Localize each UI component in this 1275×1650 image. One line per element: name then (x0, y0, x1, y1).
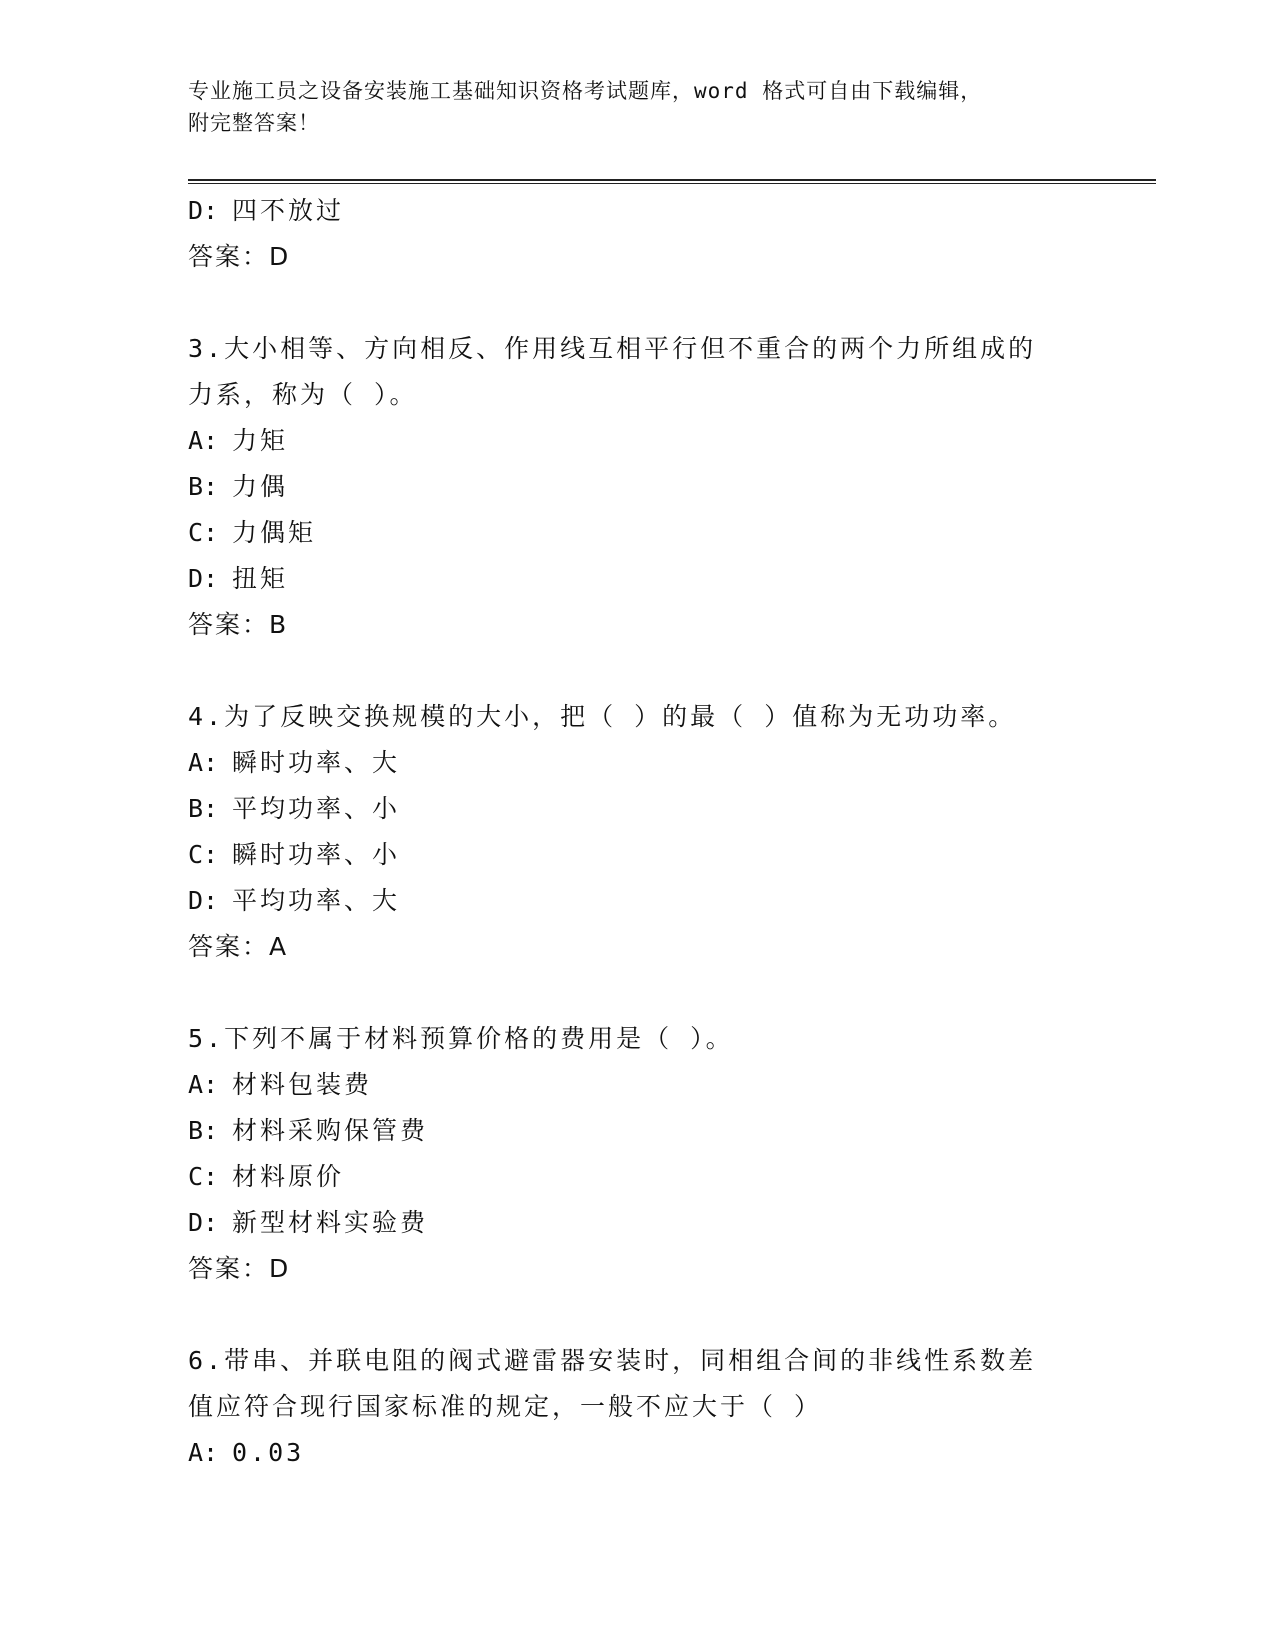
option-text: 力矩 (232, 426, 289, 455)
option-text: 瞬时功率、小 (232, 840, 401, 869)
answer: 答案：B (188, 610, 289, 639)
option-text: 0.03 (232, 1438, 305, 1467)
question-stem-line: 6.带串、并联电阻的阀式避雷器安装时，同相组合间的非线性系数差 (188, 1346, 1037, 1375)
answer: 答案：D (188, 242, 291, 271)
option-text: 四不放过 (232, 196, 345, 225)
option-label: A: (188, 748, 219, 777)
option-label: D: (188, 196, 219, 225)
option-d (188, 878, 1088, 924)
option-label: C: (188, 1162, 219, 1191)
option-label: B: (188, 472, 219, 501)
spacer (188, 648, 1088, 694)
option-b (188, 464, 1088, 510)
option-label: B: (188, 794, 219, 823)
option-text: 材料原价 (232, 1162, 345, 1191)
option-c (188, 1154, 1088, 1200)
spacer (188, 970, 1088, 1016)
question-stem-line: 3.大小相等、方向相反、作用线互相平行但不重合的两个力所组成的 (188, 334, 1037, 363)
option-label: A: (188, 426, 219, 455)
question-stem-line: 力系，称为（ ）。 (188, 380, 418, 409)
option-text: 力偶 (232, 472, 289, 501)
option-text: 扭矩 (232, 564, 289, 593)
option-label: D: (188, 1208, 219, 1237)
option-text: 材料包装费 (232, 1070, 373, 1099)
option-text: 力偶矩 (232, 518, 317, 547)
option-text: 平均功率、大 (232, 886, 401, 915)
option-label: C: (188, 518, 219, 547)
option-label: A: (188, 1070, 219, 1099)
option-label: D: (188, 564, 219, 593)
header-divider-thick (188, 179, 1156, 181)
question-stem-line: 5.下列不属于材料预算价格的费用是（ ）。 (188, 1024, 734, 1053)
option-a (188, 1430, 1088, 1476)
header-line-2: 附完整答案！ (188, 111, 320, 135)
question-stem-line: 值应符合现行国家标准的规定，一般不应大于（ ） (188, 1392, 823, 1421)
question-6 (188, 1338, 1088, 1476)
answer: 答案：A (188, 932, 289, 961)
document-header (188, 75, 1088, 139)
spacer (188, 280, 1088, 326)
option-d (188, 188, 1088, 234)
option-label: D: (188, 886, 219, 915)
option-b (188, 786, 1088, 832)
option-text: 新型材料实验费 (232, 1208, 429, 1237)
header-line-1: 专业施工员之设备安装施工基础知识资格考试题库，word 格式可自由下载编辑， (188, 79, 983, 103)
option-c (188, 510, 1088, 556)
header-divider-thin (188, 183, 1156, 184)
option-label: B: (188, 1116, 219, 1145)
spacer (188, 1292, 1088, 1338)
option-d (188, 1200, 1088, 1246)
question-5 (188, 1016, 1088, 1292)
question-list (188, 188, 1088, 1476)
option-text: 平均功率、小 (232, 794, 401, 823)
option-text: 瞬时功率、大 (232, 748, 401, 777)
option-a (188, 418, 1088, 464)
option-a (188, 740, 1088, 786)
answer: 答案：D (188, 1254, 291, 1283)
question-4 (188, 694, 1088, 970)
option-a (188, 1062, 1088, 1108)
option-c (188, 832, 1088, 878)
question-stem-line: 4.为了反映交换规模的大小，把（ ）的最（ ）值称为无功功率。 (188, 702, 1017, 731)
option-b (188, 1108, 1088, 1154)
question-3 (188, 326, 1088, 648)
option-label: C: (188, 840, 219, 869)
option-d (188, 556, 1088, 602)
option-text: 材料采购保管费 (232, 1116, 429, 1145)
option-label: A: (188, 1438, 219, 1467)
